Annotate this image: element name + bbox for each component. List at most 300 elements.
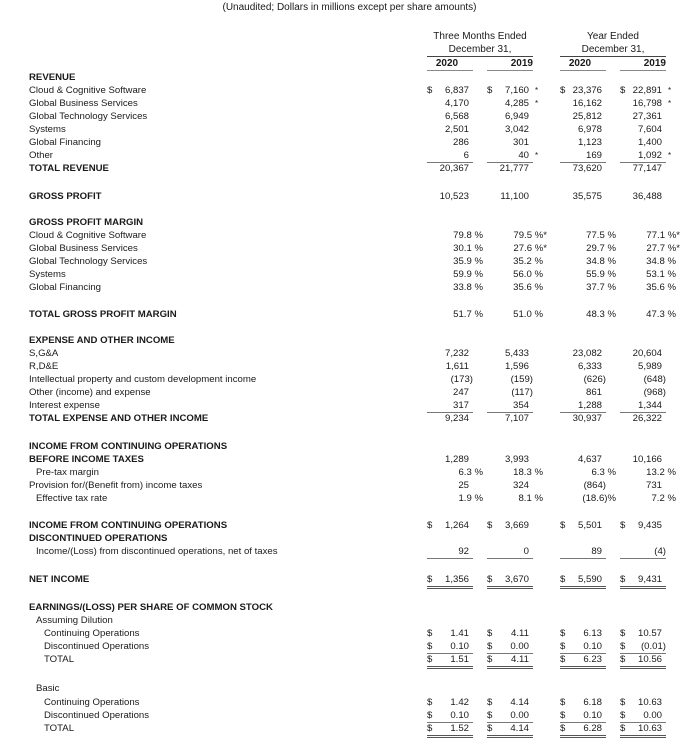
cell-fy-2020	[560, 229, 616, 242]
cell-value: 35.9 %	[453, 256, 483, 267]
cell-q4-2020	[427, 412, 473, 425]
cell-q4-2020	[427, 386, 473, 399]
cell-value: (864)	[583, 480, 606, 491]
row-label: Effective tax rate	[36, 493, 108, 504]
cell-fy-2020	[560, 123, 606, 136]
table-row	[0, 347, 699, 360]
cell-value: 0.10	[450, 641, 469, 652]
cell-value: 0.10	[583, 641, 602, 652]
cell-fy-2019	[620, 640, 666, 653]
row-label: INCOME FROM CONTINUING OPERATIONS	[29, 441, 228, 452]
cell-value: 77.5 %	[586, 230, 616, 241]
cell-q4-2020	[427, 190, 473, 203]
cell-q4-2019	[487, 653, 533, 666]
cell-value: 59.9 %	[453, 269, 483, 280]
currency-symbol: $	[560, 697, 566, 708]
cell-value: 92	[458, 546, 469, 557]
cell-value: 354	[512, 400, 529, 411]
table-row	[0, 242, 699, 255]
footnote-asterisk: *	[668, 99, 672, 108]
cell-fy-2019	[620, 242, 680, 255]
currency-symbol: $	[487, 723, 493, 734]
cell-q4-2019	[487, 229, 547, 242]
double-underline	[427, 735, 473, 738]
row-label: NET INCOME	[29, 574, 90, 585]
cell-value: 6	[463, 150, 469, 161]
cell-q4-2020	[427, 136, 473, 149]
header-year-ended: Year Ended	[587, 31, 639, 42]
currency-symbol: $	[487, 654, 493, 665]
table-row	[0, 162, 699, 175]
cell-value: 27.7 %*	[646, 243, 680, 254]
cell-value: 3,669	[504, 520, 529, 531]
cell-value: 0.00	[643, 710, 662, 721]
cell-fy-2019	[620, 722, 666, 735]
double-underline	[620, 735, 666, 738]
cell-q4-2019	[487, 545, 533, 558]
cell-fy-2019	[620, 123, 666, 136]
table-row	[0, 627, 699, 640]
row-label: Intellectual property and custom development income	[29, 374, 257, 385]
row-label: Pre-tax margin	[36, 467, 99, 478]
cell-fy-2020	[560, 519, 606, 532]
cell-value: (159)	[510, 374, 533, 385]
underline	[560, 558, 606, 559]
cell-value: 18.3 %	[513, 467, 543, 478]
cell-value: 35.6 %	[513, 282, 543, 293]
row-label: INCOME FROM CONTINUING OPERATIONS	[29, 520, 228, 531]
table-row	[0, 709, 699, 722]
cell-value: 1.51	[450, 654, 469, 665]
footnote-asterisk: *	[668, 151, 672, 160]
cell-value: 10.56	[637, 654, 662, 665]
cell-value: 25,812	[572, 111, 602, 122]
cell-q4-2019	[487, 149, 539, 162]
currency-symbol: $	[620, 520, 626, 531]
table-row	[0, 136, 699, 149]
cell-q4-2019	[487, 110, 533, 123]
cell-value: 4,285	[504, 98, 529, 109]
cell-value: 6.3 %	[458, 467, 483, 478]
cell-value: 34.8 %	[646, 256, 676, 267]
cell-value: 2,501	[444, 124, 469, 135]
cell-value: 0.10	[583, 710, 602, 721]
cell-q4-2020	[427, 545, 473, 558]
cell-value: 4,637	[577, 454, 602, 465]
cell-fy-2019	[620, 308, 676, 321]
table-row	[0, 308, 699, 321]
cell-fy-2019	[620, 453, 666, 466]
cell-q4-2019	[487, 412, 533, 425]
cell-q4-2019	[487, 123, 533, 136]
cell-value: 1,288	[577, 400, 602, 411]
cell-fy-2020	[560, 255, 616, 268]
table-row	[0, 71, 699, 84]
row-label: Continuing Operations	[44, 697, 140, 708]
cell-fy-2020	[560, 696, 606, 709]
cell-fy-2020	[560, 242, 616, 255]
cell-fy-2019	[620, 281, 676, 294]
row-label: Provision for/(Benefit from) income taxes	[29, 480, 203, 491]
cell-value: 30.1 %	[453, 243, 483, 254]
row-label: EARNINGS/(LOSS) PER SHARE OF COMMON STOCK	[29, 602, 273, 613]
double-underline	[560, 666, 606, 669]
cell-q4-2019	[487, 492, 543, 505]
cell-value: (4)	[654, 546, 666, 557]
cell-fy-2020	[560, 97, 606, 110]
currency-symbol: $	[427, 628, 433, 639]
double-underline	[620, 586, 666, 589]
cell-fy-2020	[560, 360, 606, 373]
cell-value: 169	[585, 150, 602, 161]
cell-value: 1,611	[445, 361, 469, 372]
cell-q4-2019	[487, 268, 543, 281]
cell-fy-2019	[620, 627, 666, 640]
cell-value: 9,234	[444, 413, 469, 424]
cell-q4-2020	[427, 229, 483, 242]
cell-value: 0	[523, 546, 529, 557]
cell-value: 1,344	[637, 400, 662, 411]
table-row	[0, 360, 699, 373]
currency-symbol: $	[487, 697, 493, 708]
cell-q4-2019	[487, 519, 533, 532]
underline	[427, 558, 473, 559]
row-label: Global Financing	[29, 282, 101, 293]
currency-symbol: $	[560, 641, 566, 652]
row-label: Other	[29, 150, 53, 161]
cell-q4-2019	[487, 466, 543, 479]
table-row	[0, 614, 699, 627]
footnote-asterisk: *	[535, 151, 539, 160]
statement-subtitle: (Unaudited; Dollars in millions except per share amounts)	[222, 2, 477, 13]
cell-fy-2020	[560, 709, 606, 722]
cell-value: 4.11	[511, 628, 529, 639]
cell-fy-2019	[620, 162, 666, 175]
cell-fy-2020	[560, 627, 606, 640]
cell-value: 324	[512, 480, 529, 491]
row-label: BEFORE INCOME TAXES	[29, 454, 144, 465]
cell-value: 29.7 %	[586, 243, 616, 254]
cell-value: 56.0 %	[513, 269, 543, 280]
row-label: Global Business Services	[29, 98, 138, 109]
cell-value: 3,670	[504, 574, 529, 585]
cell-value: 5,501	[577, 520, 602, 531]
cell-value: (626)	[583, 374, 606, 385]
cell-value: 4.11	[511, 654, 529, 665]
cell-fy-2020	[560, 281, 616, 294]
header-dec31-year: December 31,	[581, 44, 645, 55]
cell-q4-2019	[487, 696, 533, 709]
cell-fy-2020	[560, 492, 616, 505]
table-row	[0, 334, 699, 347]
cell-value: 16,798	[632, 98, 662, 109]
table-row	[0, 479, 699, 492]
cell-value: 286	[452, 137, 469, 148]
cell-q4-2020	[427, 640, 473, 653]
cell-value: 9,431	[637, 574, 662, 585]
table-row	[0, 532, 699, 545]
table-row	[0, 229, 699, 242]
cell-fy-2020	[560, 653, 606, 666]
row-label: Continuing Operations	[44, 628, 140, 639]
currency-symbol: $	[487, 85, 493, 96]
table-row	[0, 466, 699, 479]
cell-value: 1,596	[504, 361, 529, 372]
table-row	[0, 268, 699, 281]
table-row	[0, 281, 699, 294]
cell-q4-2020	[427, 479, 473, 492]
row-label: Discontinued Operations	[44, 710, 150, 721]
currency-symbol: $	[427, 85, 433, 96]
row-label: Global Technology Services	[29, 111, 148, 122]
row-label: EXPENSE AND OTHER INCOME	[29, 335, 175, 346]
currency-symbol: $	[620, 574, 626, 585]
cell-q4-2020	[427, 162, 473, 175]
footnote-asterisk: *	[535, 86, 539, 95]
table-row	[0, 573, 699, 586]
cell-q4-2020	[427, 709, 473, 722]
cell-value: 8.1 %	[518, 493, 543, 504]
cell-value: 7,604	[637, 124, 662, 135]
cell-value: 30,937	[572, 413, 602, 424]
cell-value: 21,777	[499, 163, 529, 174]
underline	[620, 558, 666, 559]
cell-fy-2019	[620, 399, 666, 412]
cell-q4-2020	[427, 453, 473, 466]
cell-value: 4.14	[510, 723, 529, 734]
row-label: Systems	[29, 269, 66, 280]
cell-value: 26,322	[632, 413, 662, 424]
cell-q4-2019	[487, 627, 533, 640]
row-label: GROSS PROFIT	[29, 191, 102, 202]
cell-fy-2020	[560, 110, 606, 123]
cell-fy-2020	[560, 149, 606, 162]
row-label: GROSS PROFIT MARGIN	[29, 217, 144, 228]
cell-value: 20,367	[439, 163, 469, 174]
cell-q4-2019	[487, 360, 533, 373]
row-label: Cloud & Cognitive Software	[29, 230, 147, 241]
cell-q4-2020	[427, 722, 473, 735]
cell-q4-2019	[487, 308, 543, 321]
cell-value: 35.2 %	[513, 256, 543, 267]
double-underline	[620, 666, 666, 669]
cell-q4-2019	[487, 162, 533, 175]
cell-fy-2020	[560, 399, 606, 412]
cell-value: 23,376	[572, 85, 602, 96]
cell-q4-2020	[427, 360, 473, 373]
header-dec31-quarter: December 31,	[448, 44, 512, 55]
row-label: Income/(Loss) from discontinued operations, net of taxes	[36, 546, 278, 557]
cell-q4-2020	[427, 573, 473, 586]
currency-symbol: $	[487, 628, 493, 639]
cell-value: 79.8 %	[453, 230, 483, 241]
table-row	[0, 149, 699, 162]
cell-value: 6,568	[444, 111, 469, 122]
cell-value: 5,989	[637, 361, 662, 372]
table-row	[0, 386, 699, 399]
cell-fy-2020	[560, 640, 606, 653]
cell-value: 4.14	[510, 697, 529, 708]
cell-fy-2020	[560, 347, 606, 360]
cell-q4-2019	[487, 453, 533, 466]
cell-value: 9,435	[637, 520, 662, 531]
currency-symbol: $	[560, 574, 566, 585]
row-label: Systems	[29, 124, 66, 135]
cell-fy-2019	[620, 136, 666, 149]
cell-fy-2019	[620, 653, 666, 666]
cell-fy-2019	[620, 84, 672, 97]
cell-value: 0.00	[510, 710, 529, 721]
table-row	[0, 682, 699, 695]
cell-fy-2019	[620, 479, 666, 492]
double-underline	[487, 666, 533, 669]
cell-fy-2019	[620, 386, 666, 399]
cell-fy-2019	[620, 545, 666, 558]
cell-q4-2019	[487, 373, 533, 386]
cell-value: 3,993	[504, 454, 529, 465]
currency-symbol: $	[560, 520, 566, 531]
cell-value: 317	[452, 400, 469, 411]
cell-q4-2020	[427, 123, 473, 136]
cell-value: 6.13	[583, 628, 602, 639]
cell-q4-2020	[427, 466, 483, 479]
cell-value: 301	[512, 137, 529, 148]
cell-value: 37.7 %	[586, 282, 616, 293]
cell-fy-2020	[560, 136, 606, 149]
cell-q4-2019	[487, 709, 533, 722]
cell-q4-2020	[427, 347, 473, 360]
cell-q4-2020	[427, 242, 483, 255]
cell-fy-2019	[620, 573, 666, 586]
cell-value: (648)	[643, 374, 666, 385]
col-header-y-2019: 2019	[643, 58, 666, 69]
double-underline	[487, 586, 533, 589]
cell-q4-2019	[487, 97, 539, 110]
currency-symbol: $	[620, 641, 626, 652]
double-underline	[560, 735, 606, 738]
table-row	[0, 97, 699, 110]
cell-value: 1.52	[450, 723, 469, 734]
currency-symbol: $	[487, 710, 493, 721]
cell-value: 27,361	[632, 111, 662, 122]
table-row	[0, 453, 699, 466]
row-label: S,G&A	[29, 348, 59, 359]
cell-value: 247	[452, 387, 469, 398]
currency-symbol: $	[560, 710, 566, 721]
cell-value: 89	[591, 546, 602, 557]
cell-value: 1,092	[637, 150, 662, 161]
cell-value: 861	[585, 387, 602, 398]
cell-value: 53.1 %	[646, 269, 676, 280]
currency-symbol: $	[427, 723, 433, 734]
cell-value: 13.2 %	[646, 467, 676, 478]
cell-value: 6,949	[504, 111, 529, 122]
cell-value: 55.9 %	[586, 269, 616, 280]
cell-q4-2019	[487, 399, 533, 412]
cell-value: 731	[645, 480, 662, 491]
cell-value: 1,123	[577, 137, 602, 148]
underline	[487, 558, 533, 559]
cell-q4-2019	[487, 255, 543, 268]
row-label: TOTAL	[44, 654, 75, 665]
currency-symbol: $	[427, 520, 433, 531]
cell-value: 22,891	[632, 85, 662, 96]
cell-value: 47.3 %	[646, 309, 676, 320]
row-label: TOTAL GROSS PROFIT MARGIN	[29, 309, 177, 320]
table-row	[0, 545, 699, 558]
cell-fy-2019	[620, 229, 680, 242]
cell-value: 6.28	[583, 723, 602, 734]
cell-q4-2019	[487, 136, 533, 149]
double-underline	[427, 666, 473, 669]
cell-value: (968)	[643, 387, 666, 398]
cell-fy-2019	[620, 97, 672, 110]
cell-fy-2020	[560, 453, 606, 466]
cell-value: 11,100	[500, 191, 529, 202]
row-label: R,D&E	[29, 361, 59, 372]
cell-value: 10,523	[439, 191, 469, 202]
currency-symbol: $	[560, 723, 566, 734]
cell-q4-2020	[427, 281, 483, 294]
cell-value: 7.2 %	[651, 493, 676, 504]
cell-q4-2019	[487, 386, 533, 399]
cell-value: 10.63	[637, 697, 662, 708]
cell-fy-2020	[560, 308, 616, 321]
footnote-asterisk: *	[535, 99, 539, 108]
currency-symbol: $	[427, 641, 433, 652]
table-row	[0, 640, 699, 653]
cell-q4-2019	[487, 722, 533, 735]
cell-q4-2020	[427, 268, 483, 281]
cell-q4-2020	[427, 84, 473, 97]
row-label: Basic	[36, 683, 60, 694]
row-label: Assuming Dilution	[36, 615, 113, 626]
cell-value: 6,837	[444, 85, 469, 96]
row-label: Other (income) and expense	[29, 387, 151, 398]
currency-symbol: $	[620, 654, 626, 665]
cell-value: 23,082	[572, 348, 602, 359]
cell-value: 1,289	[444, 454, 469, 465]
row-label: Discontinued Operations	[44, 641, 150, 652]
cell-value: 34.8 %	[586, 256, 616, 267]
cell-value: 6.3 %	[591, 467, 616, 478]
currency-symbol: $	[620, 697, 626, 708]
table-row	[0, 696, 699, 709]
cell-fy-2019	[620, 696, 666, 709]
cell-q4-2020	[427, 492, 483, 505]
cell-q4-2020	[427, 149, 473, 162]
cell-fy-2019	[620, 492, 676, 505]
cell-value: 5,433	[504, 348, 529, 359]
cell-value: 36,488	[632, 191, 662, 202]
cell-fy-2019	[620, 709, 666, 722]
currency-symbol: $	[620, 710, 626, 721]
cell-fy-2020	[560, 479, 606, 492]
currency-symbol: $	[487, 641, 493, 652]
cell-value: 77.1 %*	[646, 230, 680, 241]
cell-value: 1,356	[444, 574, 469, 585]
currency-symbol: $	[620, 723, 626, 734]
cell-q4-2019	[487, 347, 533, 360]
row-label: Cloud & Cognitive Software	[29, 85, 147, 96]
cell-fy-2020	[560, 412, 606, 425]
cell-value: (0.01)	[640, 641, 666, 652]
cell-value: 10.57	[637, 628, 662, 639]
cell-value: 79.5 %*	[513, 230, 547, 241]
cell-q4-2020	[427, 696, 473, 709]
cell-fy-2020	[560, 386, 606, 399]
row-label: DISCONTINUED OPERATIONS	[29, 533, 168, 544]
